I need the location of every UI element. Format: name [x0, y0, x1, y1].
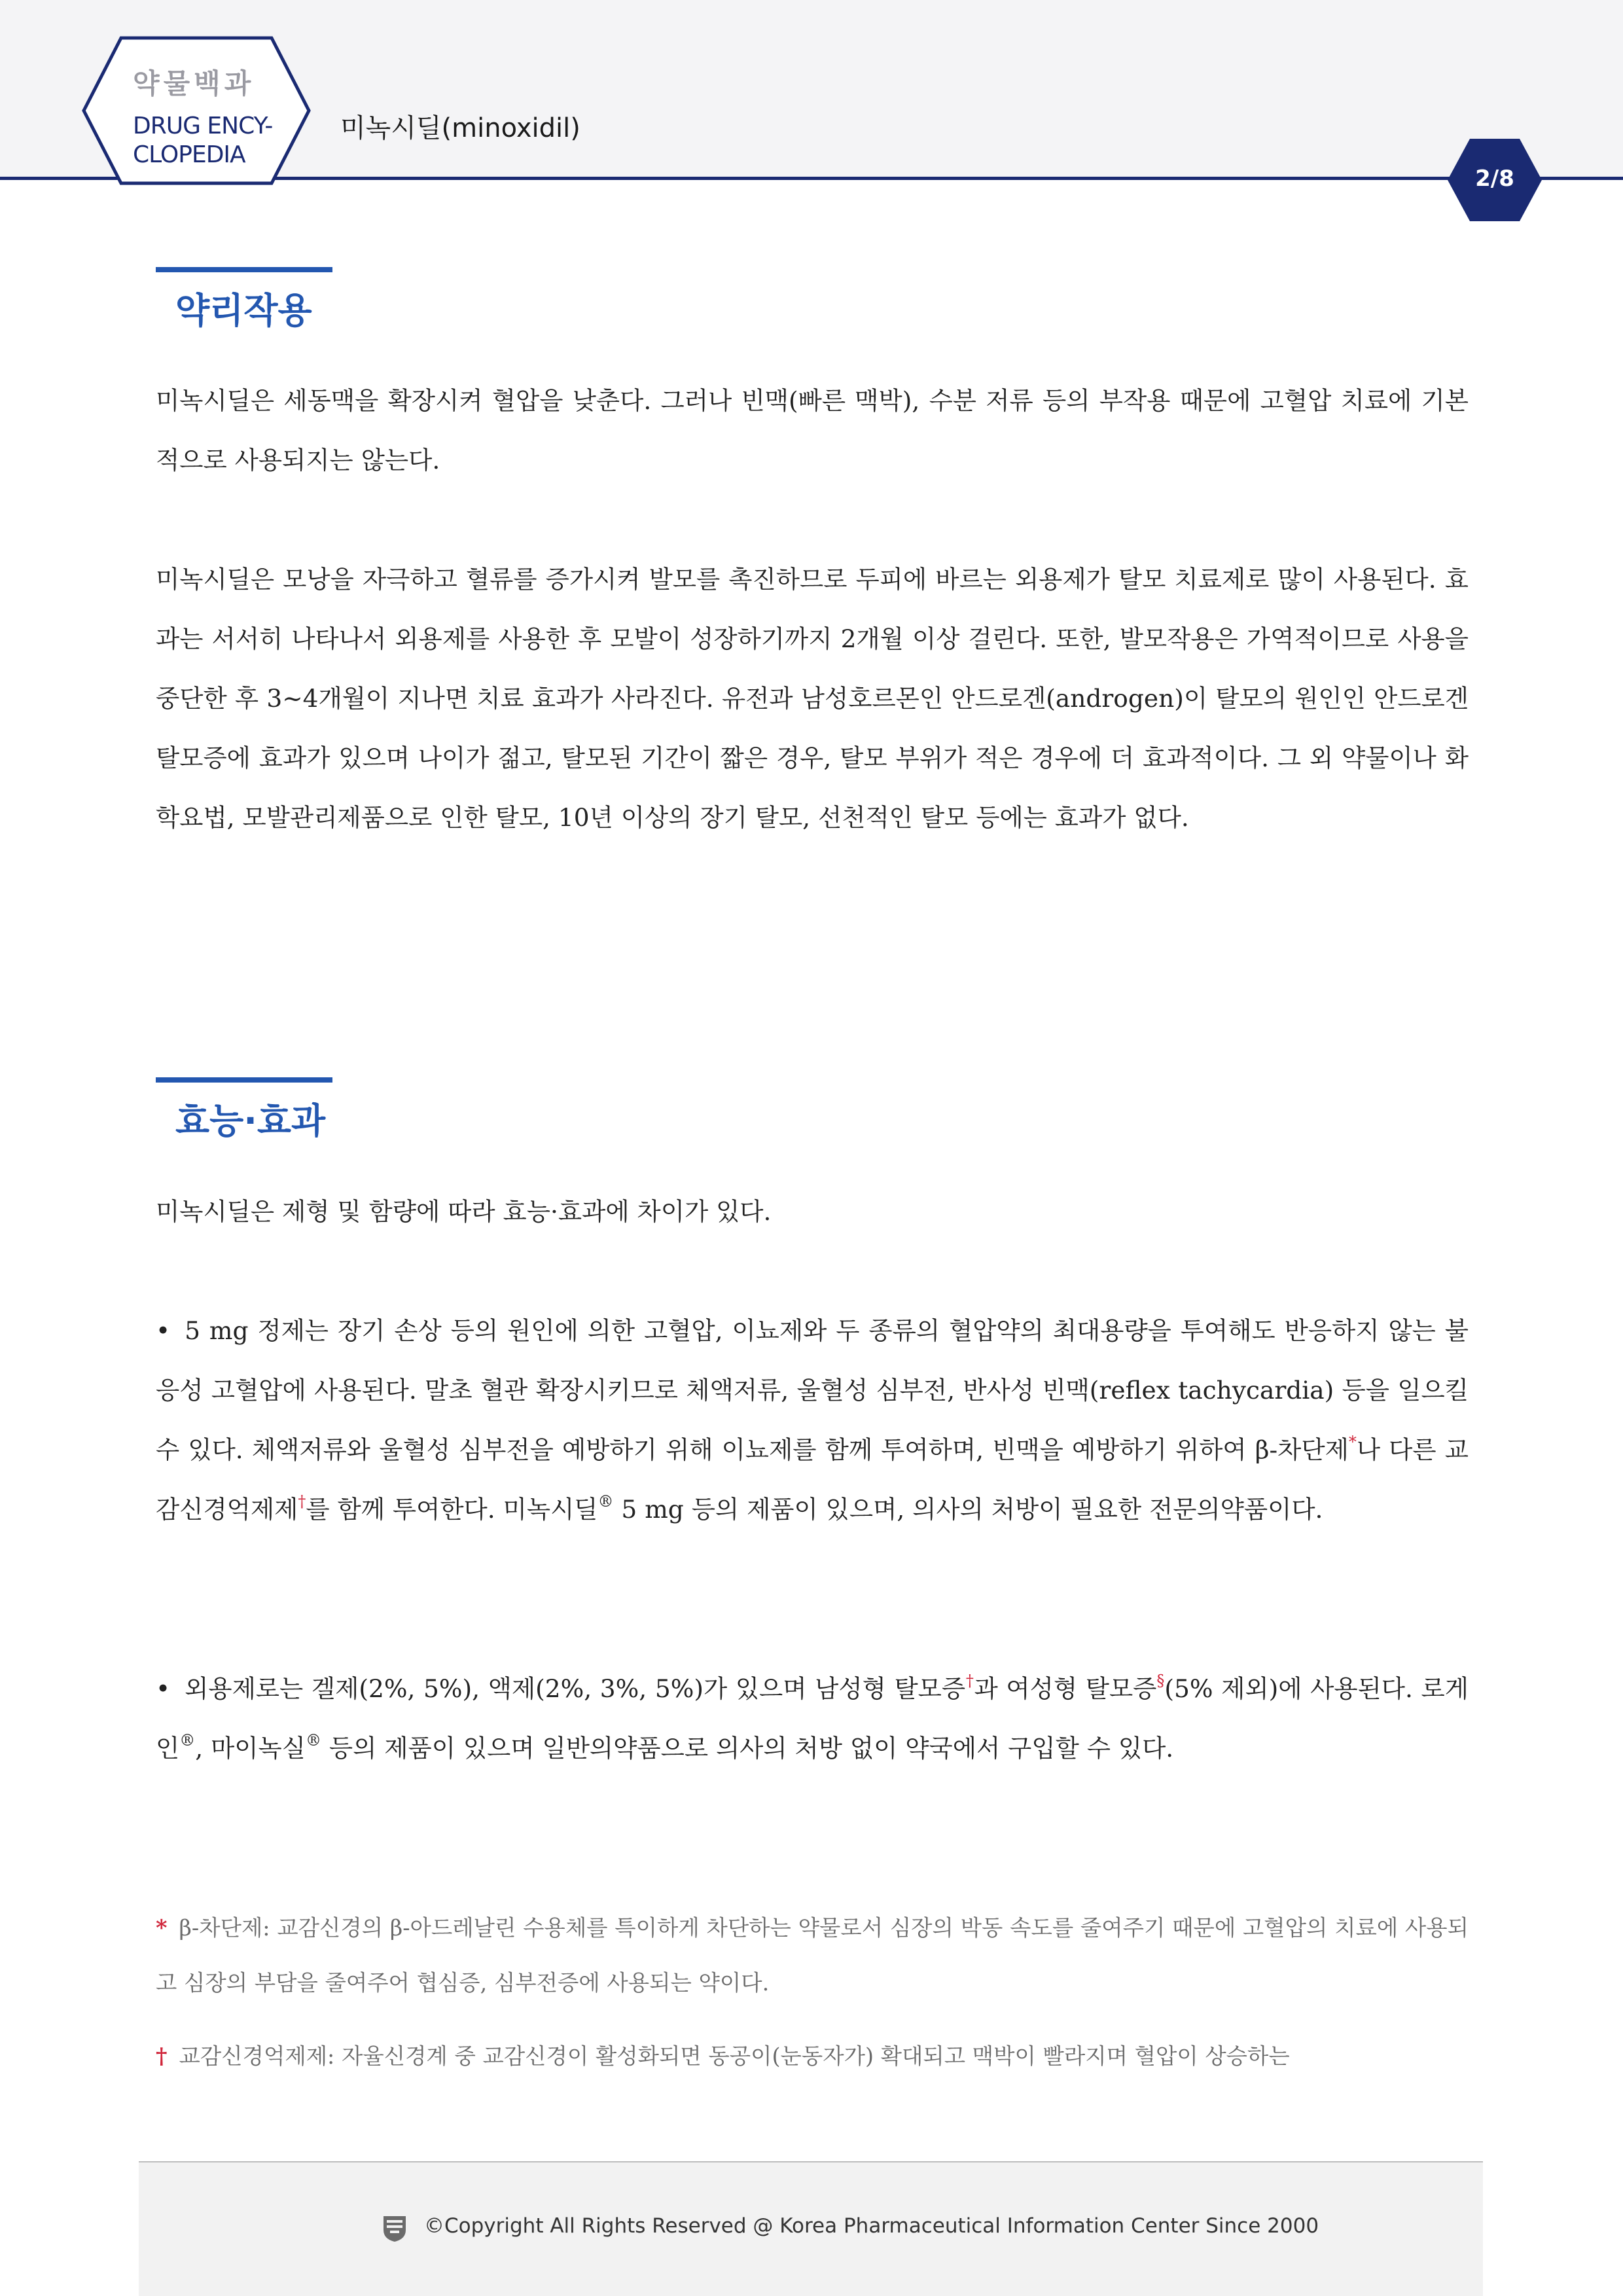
- footnote-mark-male-alopecia: †: [965, 1671, 974, 1690]
- kpic-emblem-icon: [382, 2214, 408, 2243]
- bullet-dot-icon: •: [156, 1674, 171, 1703]
- bullet-topical-text-b: 과 여성형 탈모증: [974, 1674, 1157, 1703]
- bullet-topical: [156, 1659, 1469, 1778]
- bullet-tablet: [156, 1301, 1469, 1539]
- registered-mark: ®: [597, 1492, 614, 1511]
- section-bar-indications: [156, 1077, 332, 1083]
- logo-korean-text: 약물백과: [133, 67, 255, 99]
- logo-badge: [82, 36, 311, 185]
- registered-mark: ®: [305, 1731, 321, 1749]
- footnote-sympatholytic-text: 교감신경억제제: 자율신경계 중 교감신경이 활성화되면 동공이(눈동자가) 확대되고 맥박이 빨라지며 혈압이 상승하는: [179, 2043, 1290, 2069]
- logo-english-text: DRUG ENCY- CLOPEDIA: [133, 113, 273, 168]
- bullet-topical-text-d: , 마이녹실: [195, 1734, 306, 1763]
- bullet-tablet-text-a: 5 mg 정제는 장기 손상 등의 원인에 의한 고혈압, 이뇨제와 두 종류의 혈압약의 최대용량을 투여해도 반응하지 않는 불응성 고혈압에 사용된다. 말초 혈관 확장시키므로 체액저류, 울혈성 심부전, 반사성 빈맥(reflex tachycardia) 등을 일으킬 수 있다. 체액저류와 울혈성 심부전을 예방하기 위해 이뇨제를 함께 투여하며, 빈맥을 예방하기 위하여 β-차단제: [156, 1316, 1469, 1464]
- footnote-mark-beta: *: [1348, 1432, 1357, 1451]
- bullet-tablet-text-c: 를 함께 투여한다. 미녹시딜: [306, 1495, 598, 1524]
- footnote-star-mark: *: [156, 1915, 168, 1941]
- section-title-indications: 효능·효과: [175, 1100, 326, 1141]
- section-bar-pharmacology: [156, 267, 332, 272]
- footnote-beta-blocker: [156, 1901, 1469, 2011]
- footnote-mark-female-alopecia: §: [1156, 1671, 1165, 1690]
- bullet-dot-icon: •: [156, 1316, 171, 1345]
- bullet-topical-text-a: 외용제로는 겔제(2%, 5%), 액제(2%, 3%, 5%)가 있으며 남성형 탈모증: [185, 1674, 966, 1703]
- bullet-topical-text-c: (5% 제외)에 사용된다. 로게인: [156, 1674, 1469, 1763]
- page-number: 2/8: [1475, 166, 1514, 192]
- registered-mark: ®: [179, 1731, 196, 1749]
- bullet-topical-text-e: 등의 제품이 있으며 일반의약품으로 의사의 처방 없이 약국에서 구입할 수 있다.: [321, 1734, 1174, 1763]
- footnote-mark-sympatholytic: †: [298, 1492, 306, 1511]
- section-title-pharmacology: 약리작용: [175, 290, 312, 331]
- page-number-badge: [1446, 137, 1543, 223]
- pharmacology-paragraph-1: 미녹시딜은 세동맥을 확장시켜 혈압을 낮춘다. 그러나 빈맥(빠른 맥박), 수분 저류 등의 부작용 때문에 고혈압 치료에 기본적으로 사용되지는 않는다.: [156, 386, 1469, 475]
- footnote-beta-blocker-text: β-차단제: 교감신경의 β-아드레날린 수용체를 특이하게 차단하는 약물로서 심장의 박동 속도를 줄여주기 때문에 고혈압의 치료에 사용되고 심장의 부담을 줄여주어 협심증, 심부전증에 사용되는 약이다.: [156, 1915, 1469, 1996]
- pharmacology-paragraph-2: 미녹시딜은 모낭을 자극하고 혈류를 증가시켜 발모를 촉진하므로 두피에 바르는 외용제가 탈모 치료제로 많이 사용된다. 효과는 서서히 나타나서 외용제를 사용한 후 모발이 성장하기까지 2개월 이상 걸린다. 또한, 발모작용은 가역적이므로 사용을 중단한 후 3~4개월이 지나면 치료 효과가 사라진다. 유전과 남성호르몬인 안드로겐(androgen)이 탈모의 원인인 안드로겐 탈모증에 효과가 있으며 나이가 젊고, 탈모된 기간이 짧은 경우, 탈모 부위가 적은 경우에 더 효과적이다. 그 외 약물이나 화학요법, 모발관리제품으로 인한 탈모, 10년 이상의 장기 탈모, 선천적인 탈모 등에는 효과가 없다.: [156, 565, 1469, 832]
- bullet-tablet-text-d: 5 mg 등의 제품이 있으며, 의사의 처방이 필요한 전문의약품이다.: [613, 1495, 1323, 1524]
- indications-intro: 미녹시딜은 제형 및 함량에 따라 효능·효과에 차이가 있다.: [156, 1197, 772, 1226]
- footer-copyright: ©Copyright All Rights Reserved @ Korea Pharmaceutical Information Center Since 2000: [424, 2214, 1319, 2238]
- document-title: 미녹시딜(minoxidil): [340, 113, 580, 143]
- footnote-sympatholytic: [156, 2029, 1469, 2084]
- footnote-dagger-mark: †: [156, 2043, 168, 2069]
- bullet-tablet-text-b: 나 다른 교감신경억제제: [156, 1435, 1469, 1524]
